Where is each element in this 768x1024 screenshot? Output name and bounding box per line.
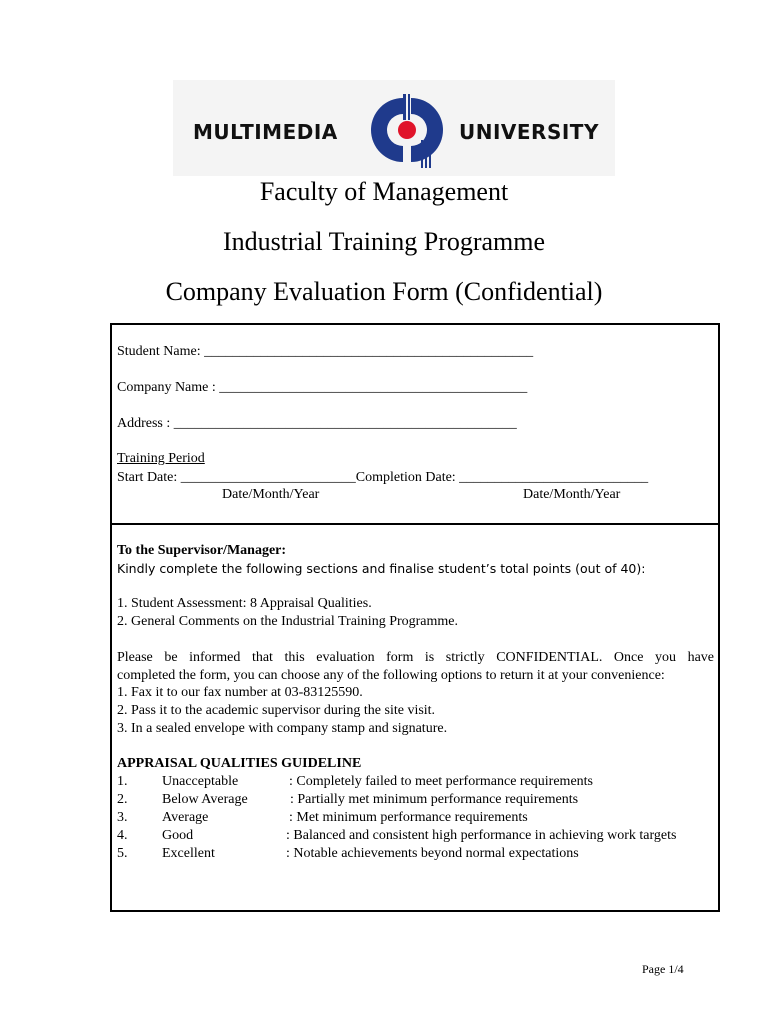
dates-field[interactable]: Start Date: _________________________Completion Date: ___________________________ — [117, 470, 649, 485]
guideline-description: : Met minimum performance requirements — [289, 810, 528, 825]
completion-date-format: Date/Month/Year — [523, 487, 621, 502]
section-item: 2. General Comments on the Industrial Training Programme. — [117, 614, 459, 629]
start-date-format: Date/Month/Year — [222, 487, 320, 502]
university-emblem-icon — [367, 90, 447, 170]
notice-text: Please be informed that this evaluation form is strictly CONFIDENTIAL. Once you have — [117, 650, 714, 665]
logo-text-left: MULTIMEDIA — [193, 120, 338, 144]
guideline-rating: Excellent — [162, 846, 215, 861]
faculty-title: Faculty of Management — [259, 177, 509, 206]
guideline-description: : Notable achievements beyond normal expectations — [286, 846, 579, 861]
guideline-rating: Average — [162, 810, 209, 825]
page-number: Page 1/4 — [642, 962, 684, 976]
form-title: Company Evaluation Form (Confidential) — [165, 277, 603, 306]
guideline-rating: Good — [162, 828, 194, 843]
guideline-number: 1. — [117, 774, 128, 789]
section-item: 1. Student Assessment: 8 Appraisal Qualities. — [117, 596, 372, 611]
guideline-description: : Balanced and consistent high performance in achieving work targets — [286, 828, 677, 843]
university-logo — [173, 80, 615, 176]
return-option: 3. In a sealed envelope with company stamp and signature. — [117, 721, 448, 736]
guideline-number: 2. — [117, 792, 128, 807]
guideline-rating: Unacceptable — [162, 774, 239, 789]
notice-text-continued: completed the form, you can choose any of the following options to return it at your convenience: — [117, 668, 665, 683]
training-period-label: Training Period — [117, 451, 205, 466]
guideline-number: 4. — [117, 828, 128, 843]
guideline-number: 3. — [117, 810, 128, 825]
guideline-rating: Below Average — [162, 792, 248, 807]
guideline-description: : Partially met minimum performance requirements — [290, 792, 579, 807]
supervisor-heading: To the Supervisor/Manager: — [117, 543, 287, 558]
guideline-heading: APPRAISAL QUALITIES GUIDELINE — [117, 756, 362, 771]
logo-text-right: UNIVERSITY — [459, 120, 599, 144]
company-name-field[interactable]: Company Name : ____________________________________________ — [117, 380, 528, 395]
guideline-number: 5. — [117, 846, 128, 861]
guideline-description: : Completely failed to meet performance requirements — [289, 774, 593, 789]
programme-title: Industrial Training Programme — [222, 227, 546, 256]
address-field[interactable]: Address : _________________________________________________ — [117, 416, 517, 431]
supervisor-intro: Kindly complete the following sections and finalise student’s total points (out of 40): — [117, 561, 646, 576]
student-name-field[interactable]: Student Name: _______________________________________________ — [117, 344, 534, 359]
return-option: 1. Fax it to our fax number at 03-83125590. — [117, 685, 363, 700]
return-option: 2. Pass it to the academic supervisor during the site visit. — [117, 703, 436, 718]
